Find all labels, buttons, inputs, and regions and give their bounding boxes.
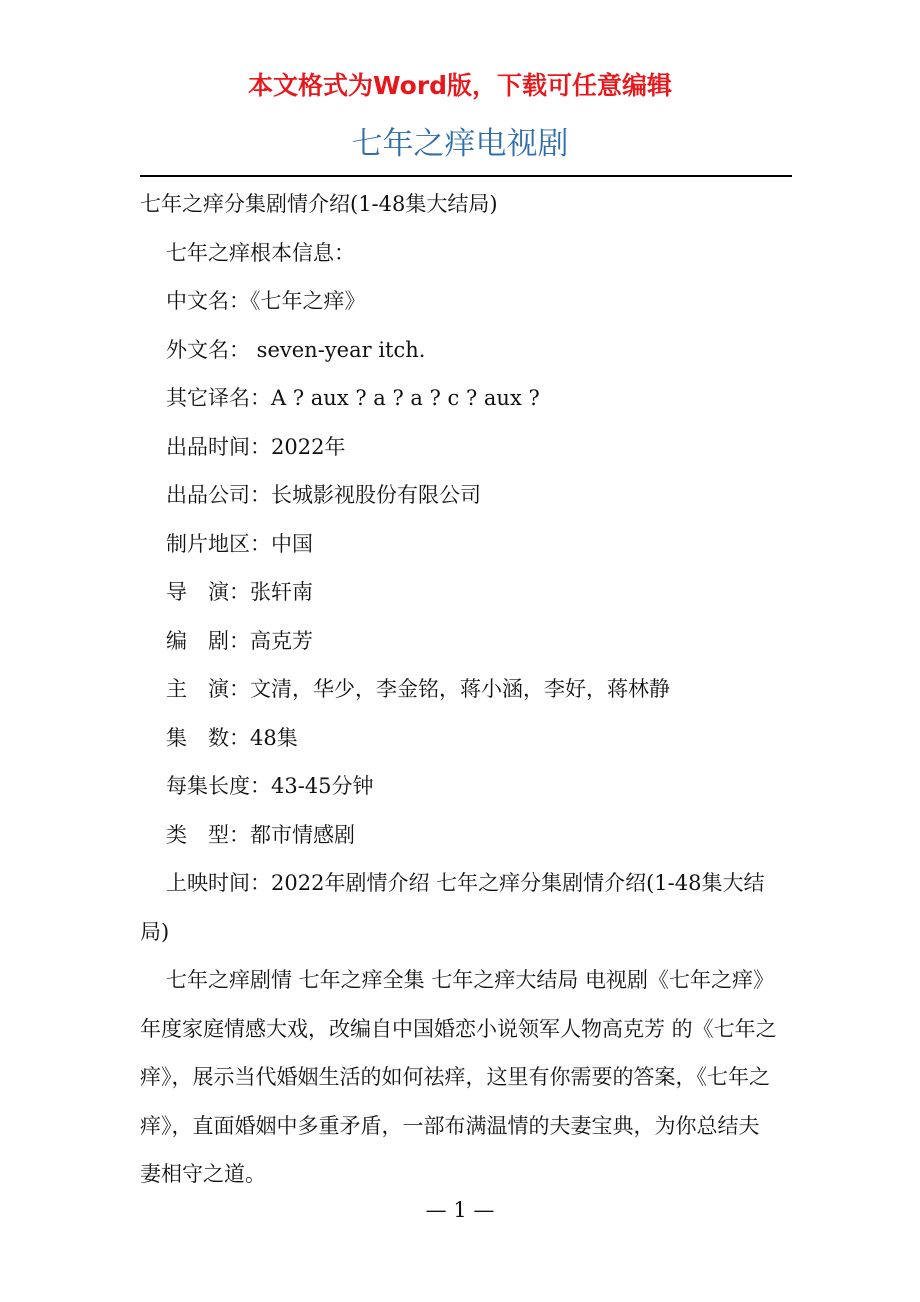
info-production-company: 出品公司：长城影视股份有限公司 bbox=[166, 483, 481, 507]
subtitle: 七年之痒分集剧情介绍(1-48集大结局) bbox=[140, 192, 498, 216]
info-episodes: 集 数：48集 bbox=[166, 725, 298, 750]
info-episode-length: 每集长度：43-45分钟 bbox=[166, 774, 374, 798]
info-genre: 类 型：都市情感剧 bbox=[166, 822, 355, 847]
page-number: — 1 — bbox=[425, 1198, 495, 1222]
title-divider bbox=[140, 175, 792, 177]
info-chinese-name: 中文名：《七年之痒》 bbox=[166, 289, 366, 313]
info-cast: 主 演：文清，华少，李金铭，蒋小涵，李好，蒋林静 bbox=[166, 677, 670, 701]
info-production-year: 出品时间：2022年 bbox=[166, 434, 346, 459]
info-other-names: 其它译名：A ? aux ? a ? a ? c ? aux ? bbox=[166, 386, 540, 410]
document-body bbox=[140, 180, 780, 1199]
release-paragraph: 上映时间：2022年剧情介绍 七年之痒分集剧情介绍(1-48集大结局) bbox=[140, 871, 765, 944]
info-region: 制片地区：中国 bbox=[166, 531, 313, 556]
info-foreign-name: 外文名： seven-year itch. bbox=[166, 337, 426, 362]
document-title: 七年之痒电视剧 bbox=[351, 126, 569, 162]
info-screenwriter: 编 剧：高克芳 bbox=[166, 628, 313, 653]
synopsis-paragraph: 七年之痒剧情 七年之痒全集 七年之痒大结局 电视剧《七年之痒》年度家庭情感大戏，改编自中国婚恋小说领军人物高克芳 的《七年之痒》，展示当代婚姻生活的如何祛痒，这里有你需要的答案，《七年之痒》，直面婚姻中多重矛盾，一部布满温情的夫妻宝典，为你总结夫妻相守之道。 bbox=[140, 968, 777, 1186]
info-heading: 七年之痒根本信息： bbox=[166, 240, 355, 265]
info-director: 导 演：张轩南 bbox=[166, 580, 313, 604]
word-format-banner: 本文格式为Word版，下载可任意编辑 bbox=[247, 71, 673, 100]
